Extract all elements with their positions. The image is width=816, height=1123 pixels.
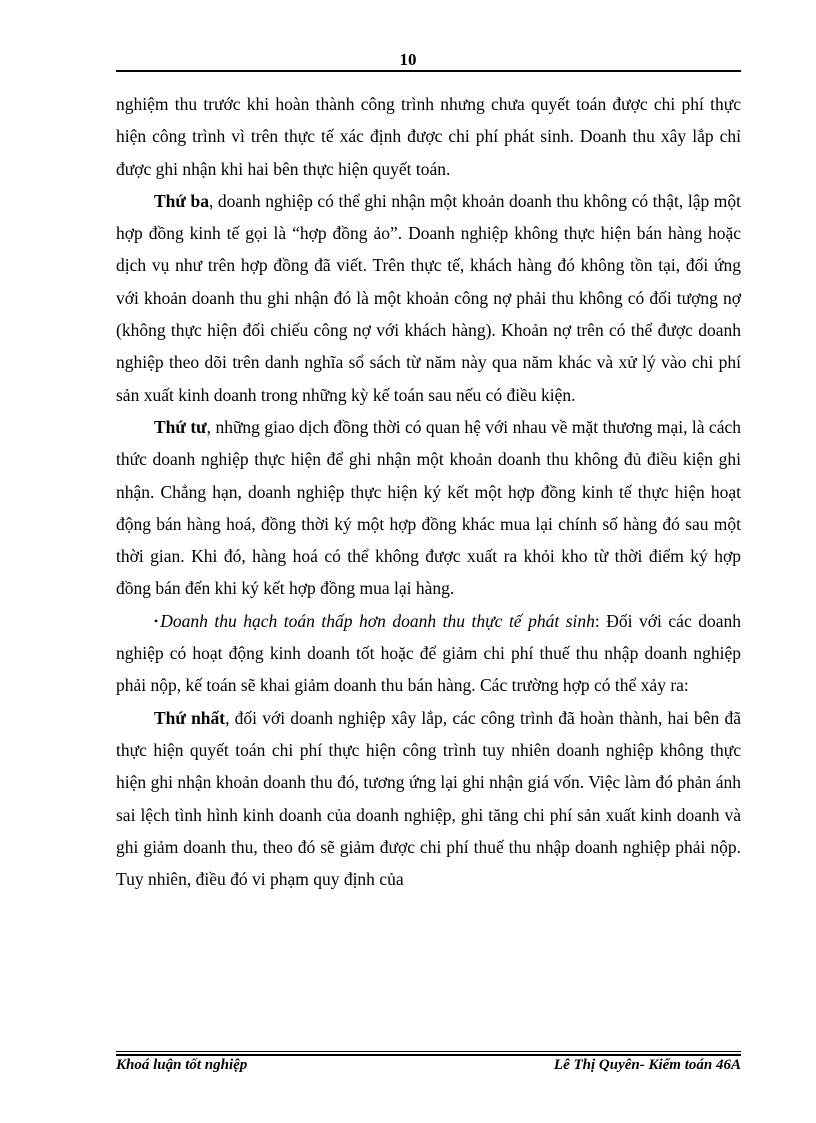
page-footer <box>116 1057 741 1074</box>
bullet-icon: • <box>154 613 159 628</box>
paragraph-text: : Đối với các doanh nghiệp có hoạt động kinh doanh tốt hoặc để giảm chi phí thuế thu nhập doanh nghiệp phải nộp, kế toán sẽ khai giảm doanh thu bán hàng. Các trường hợp có thể xảy ra: <box>116 610 741 696</box>
paragraph-text: nghiệm thu trước khi hoàn thành công trình nhưng chưa quyết toán được chi phí thực hiện công trình vì trên thực tế xác định được chi phí phát sinh. Doanh thu xây lắp chỉ được ghi nhận khi hai bên thực hiện quyết toán. <box>116 94 741 179</box>
footer-rule <box>116 1054 741 1056</box>
paragraph-thu-ba <box>116 185 741 411</box>
paragraph-bullet <box>116 605 741 702</box>
paragraph-continuation <box>116 88 741 185</box>
paragraph-thu-nhat <box>116 702 741 896</box>
document-body <box>116 88 741 895</box>
paragraph-text: , đối với doanh nghiệp xây lắp, các công trình đã hoàn thành, hai bên đã thực hiện quyết toán chi phí thực hiện công trình tuy nhiên doanh nghiệp không thực hiện ghi nhận khoản doanh thu đó, tương ứng lại ghi nhận giá vốn. Việc làm đó phản ánh sai lệch tình hình kinh doanh của doanh nghiệp, ghi tăng chi phí sản xuất kinh doanh và ghi giảm doanh thu, theo đó sẽ giảm được chi phí thuế thu nhập doanh nghiệp phải nộp. Tuy nhiên, điều đó vi phạm quy định của <box>116 707 741 890</box>
paragraph-lead: Thứ ba <box>154 190 209 211</box>
paragraph-text: , những giao dịch đồng thời có quan hệ với nhau về mặt thương mại, là cách thức doanh nghiệp thực hiện để ghi nhận một khoản doanh thu không đủ điều kiện ghi nhận. Chẳng hạn, doanh nghiệp thực hiện ký kết một hợp đồng kinh tế thực hiện hoạt động bán hàng hoá, đồng thời ký một hợp đồng khác mua lại chính số hàng đó sau một thời gian. Khi đó, hàng hoá có thể không được xuất ra khỏi kho từ thời điểm ký hợp đồng bán đến khi ký kết hợp đồng mua lại hàng. <box>116 416 741 599</box>
paragraph-lead: Thứ tư <box>154 416 207 437</box>
footer-left: Khoá luận tốt nghiệp <box>116 1057 248 1073</box>
paragraph-thu-tu <box>116 411 741 605</box>
footer-right: Lê Thị Quyên- Kiểm toán 46A <box>553 1057 741 1073</box>
paragraph-lead: Doanh thu hạch toán thấp hơn doanh thu thực tế phát sinh <box>160 610 595 631</box>
footer-rule <box>116 1051 741 1052</box>
page-number: 10 <box>399 50 417 69</box>
header-rule <box>116 70 741 72</box>
paragraph-lead: Thứ nhất <box>154 707 226 728</box>
paragraph-text: , doanh nghiệp có thể ghi nhận một khoản doanh thu không có thật, lập một hợp đồng kinh tế gọi là “hợp đồng ảo”. Doanh nghiệp không thực hiện bán hàng hoặc dịch vụ như trên hợp đồng đã viết. Trên thực tế, khách hàng đó không tồn tại, đối ứng với khoản doanh thu ghi nhận đó là một khoản công nợ phải thu không có đối tượng nợ (không thực hiện đối chiếu công nợ với khách hàng). Khoản nợ trên có thể được doanh nghiệp theo dõi trên danh nghĩa sổ sách từ năm này qua năm khác và xử lý vào chi phí sản xuất kinh doanh trong những kỳ kế toán sau nếu có điều kiện. <box>116 190 742 405</box>
